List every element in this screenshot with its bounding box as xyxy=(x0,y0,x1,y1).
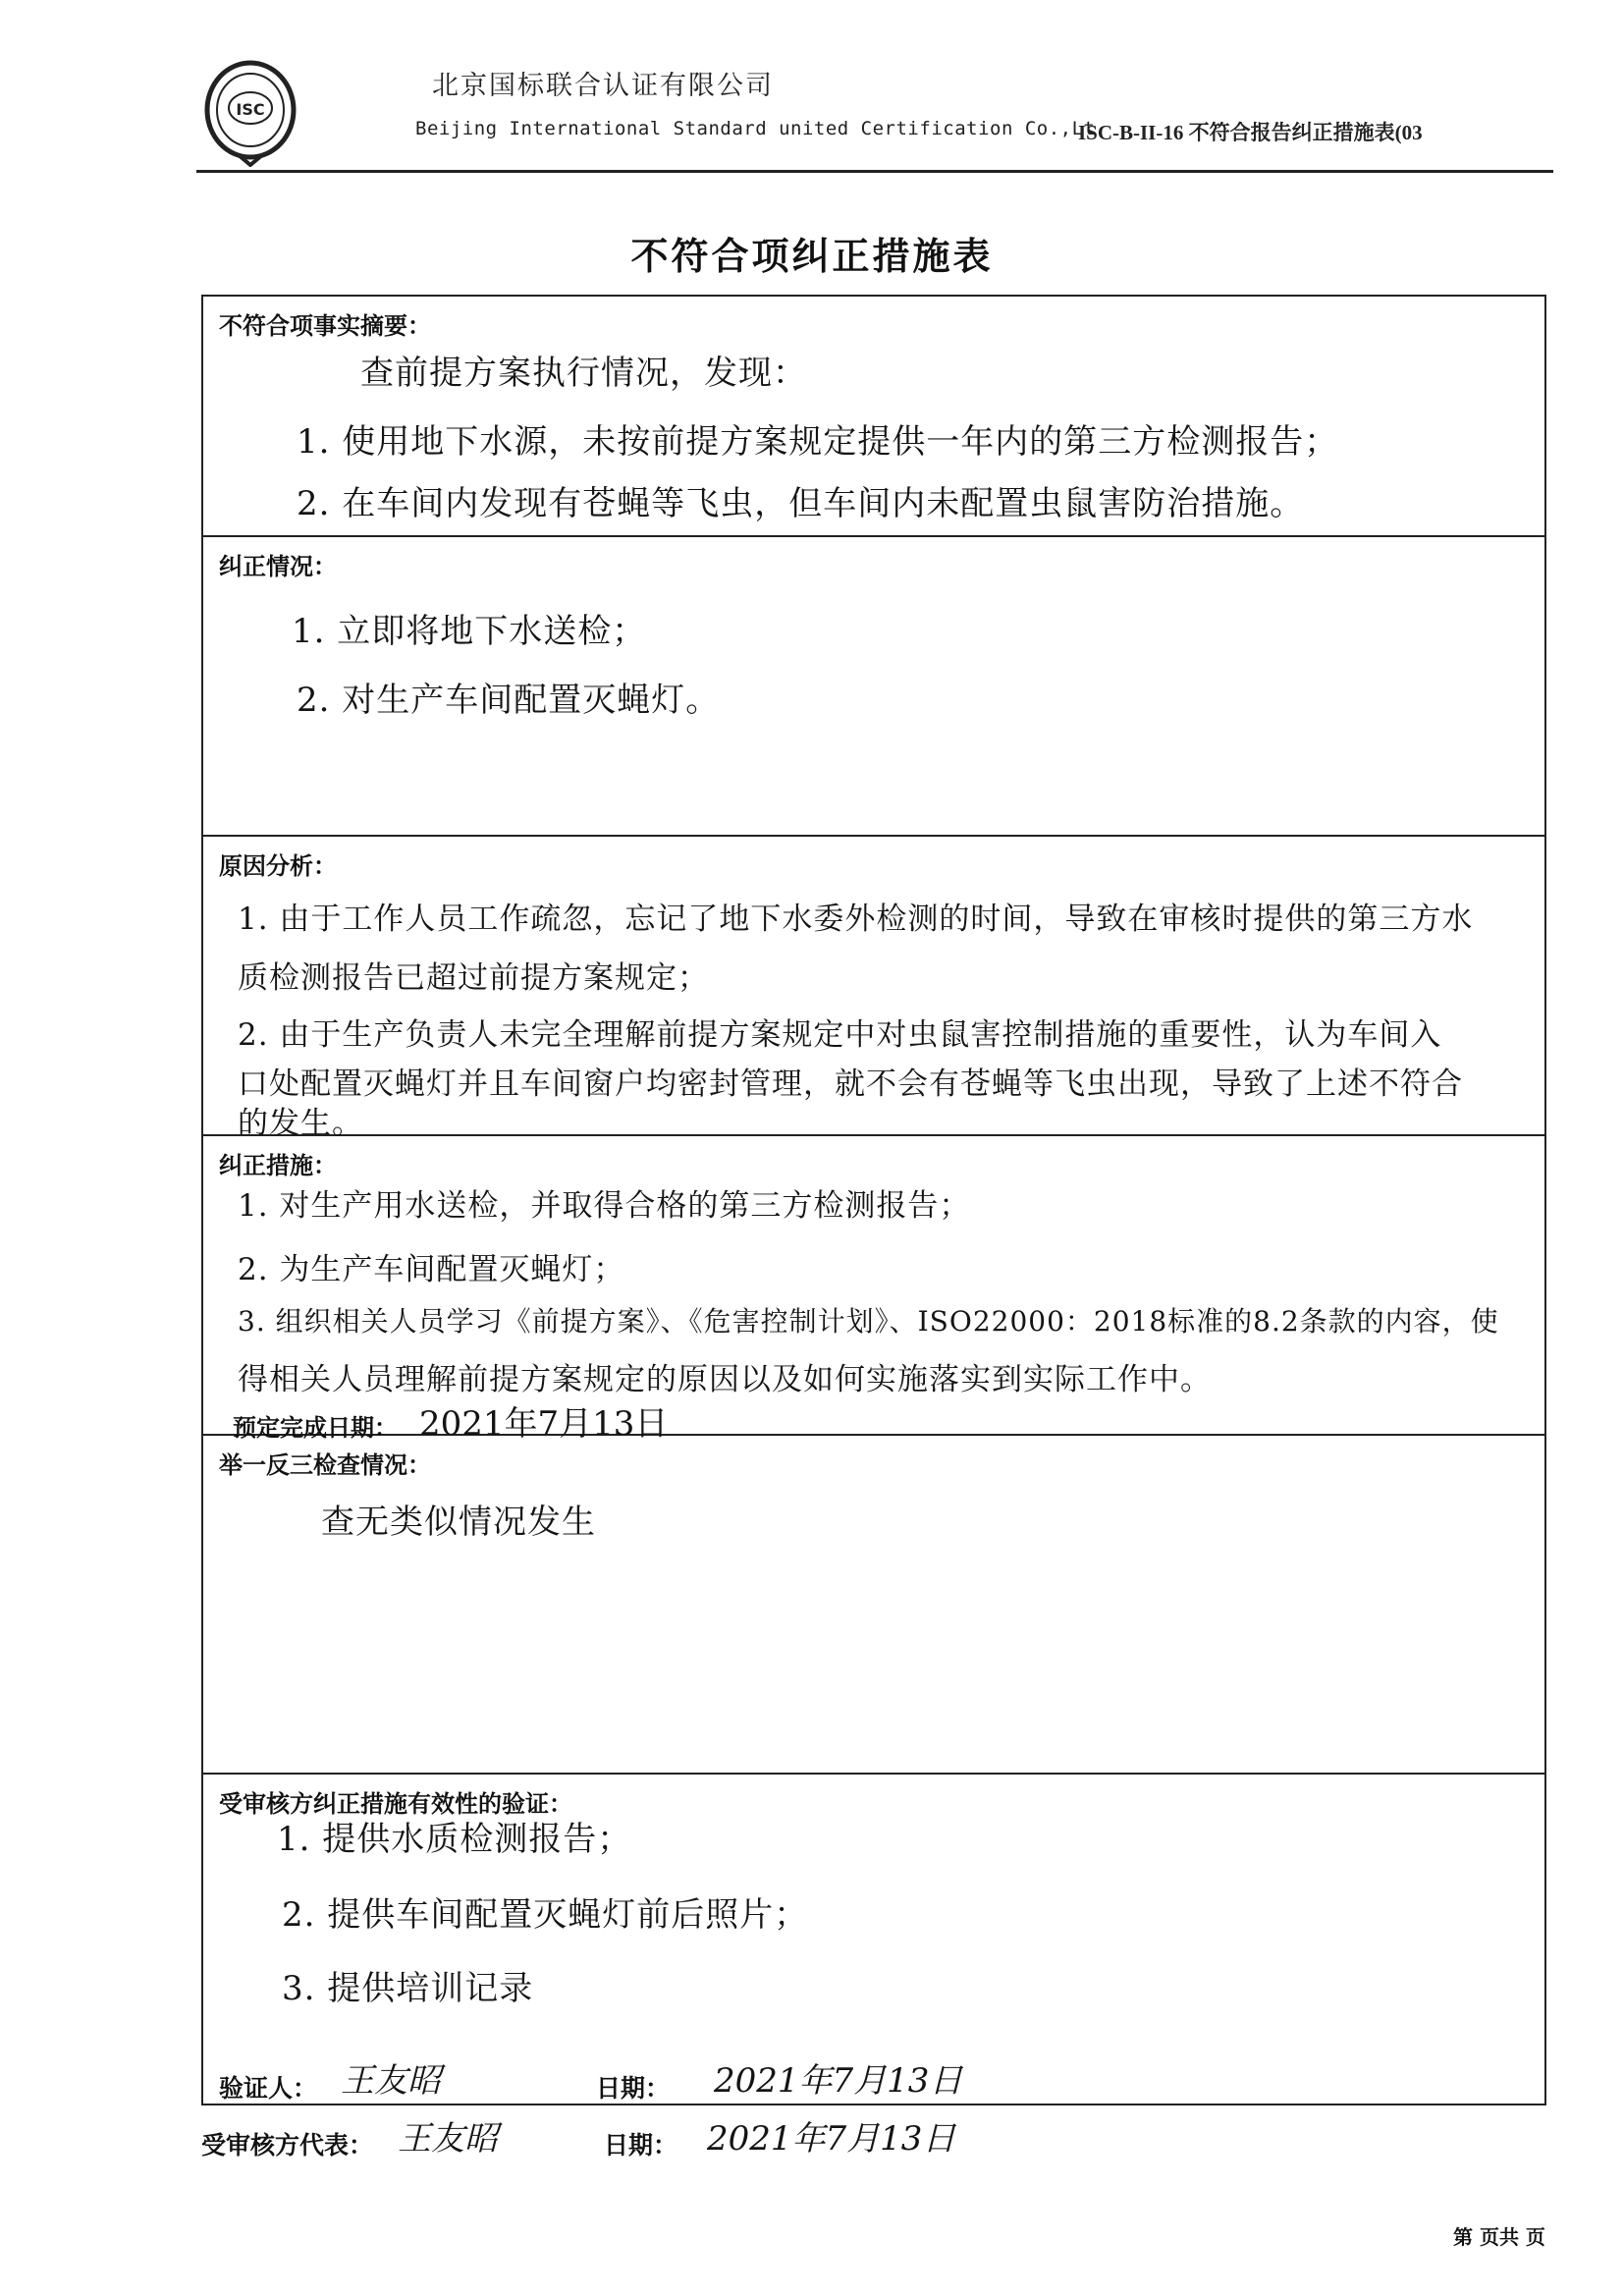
auditee-date-label: 日期： xyxy=(604,2131,678,2159)
correction-section xyxy=(203,537,1544,837)
form-table xyxy=(201,295,1546,2105)
document-header xyxy=(201,54,1556,172)
nc-summary-line: 2. 在车间内发现有苍蝇等飞虫，但车间内未配置虫鼠害防治措施。 xyxy=(297,484,1305,523)
cause-analysis-section xyxy=(203,837,1544,1141)
due-date-value: 2021年7月13日 xyxy=(419,1404,669,1444)
auditee-date-value: 2021年7月13日 xyxy=(707,2119,956,2159)
company-name-cn: 北京国标联合认证有限公司 xyxy=(432,71,774,101)
nc-summary-line: 1. 使用地下水源，未按前提方案规定提供一年内的第三方检测报告； xyxy=(297,422,1339,462)
correction-line: 1. 立即将地下水送检； xyxy=(292,612,647,651)
corrective-action-line: 3. 组织相关人员学习《前提方案》、《危害控制计划》、ISO22000：2018标准的8.2条款的内容，使 xyxy=(238,1305,1499,1338)
verification-label: 受审核方纠正措施有效性的验证： xyxy=(219,1790,572,1818)
similar-check-section xyxy=(203,1436,1544,1775)
corrective-action-line: 1. 对生产用水送检，并取得合格的第三方检测报告； xyxy=(238,1188,971,1224)
corrective-action-line: 得相关人员理解前提方案规定的原因以及如何实施落实到实际工作中。 xyxy=(238,1362,1212,1397)
cause-analysis-line: 质检测报告已超过前提方案规定； xyxy=(238,960,709,996)
verification-date-value: 2021年7月13日 xyxy=(714,2061,963,2101)
cause-analysis-line: 口处配置灭蝇灯并且车间窗户均密封管理，就不会有苍蝇等飞虫出现，导致了上述不符合 xyxy=(238,1066,1463,1102)
nc-summary-section xyxy=(203,297,1544,537)
verification-line: 2. 提供车间配置灭蝇灯前后照片； xyxy=(282,1895,809,1935)
similar-check-label: 举一反三检查情况： xyxy=(219,1451,431,1479)
verification-line: 1. 提供水质检测报告； xyxy=(277,1820,632,1859)
verifier-label: 验证人： xyxy=(219,2074,318,2103)
company-name-en: Beijing International Standard united Certification Co.,Lt xyxy=(415,118,1096,139)
auditee-rep-signature: 王友昭 xyxy=(398,2119,498,2159)
corrective-action-line: 2. 为生产车间配置灭蝇灯； xyxy=(238,1252,625,1287)
verifier-signature: 王友昭 xyxy=(341,2061,441,2101)
verification-date-label: 日期： xyxy=(596,2074,671,2103)
cause-analysis-line: 1. 由于工作人员工作疏忽，忘记了地下水委外检测的时间，导致在审核时提供的第三方水 xyxy=(238,902,1474,937)
header-divider xyxy=(196,170,1553,173)
verification-line: 3. 提供培训记录 xyxy=(282,1969,534,2008)
corrective-actions-section xyxy=(203,1136,1544,1444)
corrective-actions-label: 纠正措施： xyxy=(219,1152,337,1179)
due-date-label: 预定完成日期： xyxy=(233,1414,398,1442)
cause-analysis-line: 的发生。 xyxy=(238,1106,363,1141)
correction-label: 纠正情况： xyxy=(219,553,337,580)
similar-check-line: 查无类似情况发生 xyxy=(321,1503,596,1542)
nc-summary-label: 不符合项事实摘要： xyxy=(219,312,431,340)
auditee-rep-label: 受审核方代表： xyxy=(201,2131,374,2159)
nc-summary-line: 查前提方案执行情况，发现： xyxy=(360,354,807,393)
page-title: 不符合项纠正措施表 xyxy=(630,235,994,278)
cause-analysis-label: 原因分析： xyxy=(219,852,337,880)
correction-line: 2. 对生产车间配置灭蝇灯。 xyxy=(297,681,721,720)
verification-section xyxy=(203,1775,1544,2107)
cause-analysis-line: 2. 由于生产负责人未完全理解前提方案规定中对虫鼠害控制措施的重要性，认为车间入 xyxy=(238,1017,1442,1053)
svg-text:ISC: ISC xyxy=(236,100,265,119)
company-logo xyxy=(201,59,299,167)
page-number: 第 页共 页 xyxy=(1453,2225,1545,2249)
form-code: ISC-B-II-16 不符合报告纠正措施表(03 xyxy=(1078,121,1423,144)
